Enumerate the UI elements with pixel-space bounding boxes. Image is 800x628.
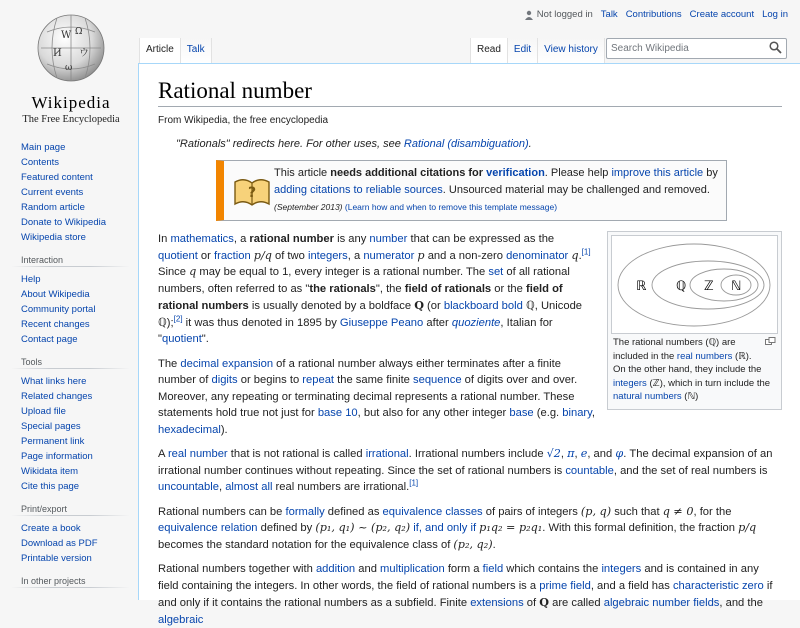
naturals-symbol: ℕ: [731, 279, 742, 294]
figure-caption: [611, 334, 778, 406]
real-numbers-link[interactable]: real numbers: [676, 350, 733, 362]
text: ,: [218, 481, 226, 493]
svg-text:ウ: ウ: [79, 48, 89, 59]
text: ,: [591, 407, 596, 419]
bold-term: the rationals: [309, 282, 376, 295]
math: p/q: [253, 248, 272, 262]
sidebar-item-wikidata-item[interactable]: Wikidata item: [21, 466, 79, 477]
sidebar-tools: [0, 357, 130, 494]
text: , and the set of real numbers is: [613, 464, 768, 477]
fraction-link[interactable]: fraction: [213, 249, 251, 262]
text: , and the: [719, 597, 763, 609]
text: the same finite: [334, 374, 414, 386]
text: form a: [444, 563, 483, 575]
e-link[interactable]: e: [580, 447, 588, 460]
talk-link[interactable]: Talk: [600, 9, 618, 20]
venn-diagram[interactable]: [611, 235, 778, 334]
notice-text: . Unsourced material may be challenged and removed.: [442, 184, 710, 196]
denominator-link[interactable]: denominator: [506, 249, 569, 262]
prime-field-link[interactable]: prime field: [539, 579, 591, 592]
quotient-link[interactable]: quotient: [161, 333, 202, 345]
text: or begins to: [237, 374, 303, 386]
reals-symbol: ℝ: [636, 279, 647, 294]
sidebar: [0, 140, 130, 598]
formally-link[interactable]: formally: [285, 505, 325, 518]
text: are called: [548, 597, 604, 609]
text: defined as: [324, 505, 383, 518]
enlarge-icon[interactable]: [765, 336, 776, 350]
text: is any: [333, 233, 370, 245]
sidebar-item-what-links-here[interactable]: What links here: [21, 376, 87, 387]
adding-citations-link[interactable]: adding citations to reliable sources: [274, 184, 443, 196]
sidebar-item-current-events[interactable]: Current events: [21, 187, 84, 198]
sidebar-item-about[interactable]: About Wikipedia: [21, 289, 90, 300]
sidebar-item-create-book[interactable]: Create a book: [21, 523, 81, 534]
logo-wordmark: Wikipedia: [31, 93, 111, 112]
bold-term: field of rationals: [404, 282, 492, 295]
personal-tools: [524, 9, 788, 20]
equivalence-relation-link[interactable]: equivalence relation: [158, 522, 258, 534]
text: In: [158, 233, 171, 245]
article-content: [138, 63, 800, 626]
integers-link[interactable]: integers: [307, 249, 348, 262]
sidebar-other-projects: [0, 576, 130, 588]
text: of all rational numbers, often referred to as ": [158, 266, 570, 295]
sidebar-interaction: [0, 255, 130, 347]
tab-article[interactable]: Article: [139, 38, 181, 63]
text: , but also for any other integer: [357, 407, 510, 419]
hatnote: [176, 138, 782, 150]
svg-text:ω: ω: [65, 63, 73, 73]
math: (p₁, q₁) ~ (p₂, q₂): [315, 521, 411, 534]
not-logged-in: [524, 9, 593, 20]
create-account-link[interactable]: Create account: [689, 9, 755, 20]
text: of digits over and over. Moreover, any repeating or terminating decimal represents a rational number. These statements hold true not just for: [158, 374, 578, 419]
set-link[interactable]: set: [488, 266, 504, 278]
caption-text: The rational numbers (ℚ) are included in the: [613, 337, 736, 362]
contributions-link[interactable]: Contributions: [625, 9, 682, 20]
text: ".: [201, 333, 209, 345]
svg-text:И: И: [53, 48, 62, 59]
citation-notice: [216, 160, 727, 221]
multiplication-link[interactable]: multiplication: [380, 563, 445, 575]
quotient-link[interactable]: quotient: [158, 249, 198, 262]
sidebar-item-main-page[interactable]: Main page: [21, 142, 66, 153]
integers-link[interactable]: integers: [601, 563, 642, 575]
user-icon: [524, 10, 534, 20]
text: ).: [220, 423, 228, 436]
tab-talk[interactable]: Talk: [180, 38, 212, 63]
text: , and: [587, 448, 616, 460]
text: is usually denoted by a boldface: [248, 300, 415, 312]
text: becomes the standard notation for the equivalence class of: [158, 538, 454, 551]
text: A: [158, 448, 168, 460]
disambiguation-link[interactable]: Rational (disambiguation): [403, 138, 529, 150]
sidebar-item-help[interactable]: Help: [21, 274, 41, 285]
notice-text: This article: [274, 167, 331, 179]
math: Q: [539, 595, 549, 609]
math: p: [417, 248, 425, 262]
caption-text: (ℝ). On the other hand, they include the: [613, 350, 762, 375]
view-tabs: [470, 38, 604, 63]
bold-term: field of rational numbers: [158, 282, 563, 312]
text: , Italian for ": [158, 316, 553, 345]
print-export-heading: Print/export: [11, 504, 130, 516]
integers-link[interactable]: integers: [613, 377, 647, 389]
sequence-link[interactable]: sequence: [413, 374, 462, 386]
natural-numbers-link[interactable]: natural numbers: [613, 391, 682, 402]
math: p₁q₂ = p₂q₁: [479, 521, 543, 534]
sidebar-item-contents[interactable]: Contents: [21, 157, 60, 168]
digits-link[interactable]: digits: [211, 374, 238, 386]
text: . The decimal expansion of an irrational number continues without repeating. Since the set of rational numbers is: [158, 448, 773, 477]
phi-link[interactable]: φ: [615, 447, 624, 460]
text: and a non-zero: [424, 249, 507, 262]
equivalence-classes-link[interactable]: equivalence classes: [382, 505, 483, 518]
bold-term: rational number: [249, 233, 334, 245]
text: that can be expressed as the: [407, 233, 555, 245]
math: q ≠ 0: [662, 504, 694, 518]
text: . With this formal definition, the fraction: [542, 522, 739, 534]
sidebar-item-cite-this-page[interactable]: Cite this page: [21, 481, 80, 492]
text: (e.g.: [533, 407, 563, 419]
sidebar-item-related-changes[interactable]: Related changes: [21, 391, 93, 402]
pi-link[interactable]: π: [567, 447, 575, 460]
log-in-link[interactable]: Log in: [762, 9, 788, 20]
site-subtitle: From Wikipedia, the free encyclopedia: [158, 115, 329, 126]
sidebar-item-recent-changes[interactable]: Recent changes: [21, 319, 90, 330]
namespace-tabs: [139, 38, 211, 63]
text: or: [197, 249, 214, 262]
text: and: [355, 563, 381, 575]
text: (or: [423, 300, 444, 312]
svg-text:Ω: Ω: [75, 27, 83, 37]
repeat-link[interactable]: repeat: [302, 374, 335, 386]
extensions-link[interactable]: extensions: [470, 597, 524, 609]
text: of a rational number always either terminates after a finite number of: [158, 357, 561, 386]
numerator-link[interactable]: numerator: [363, 249, 415, 262]
math: (p, q): [580, 504, 612, 518]
if-and-only-if-link[interactable]: if, and only if: [410, 522, 480, 534]
field-link[interactable]: field: [482, 563, 504, 575]
sidebar-item-page-information[interactable]: Page information: [21, 451, 93, 462]
integers-symbol: ℤ: [704, 279, 714, 294]
hatnote-text: "Rationals" redirects here. For other uses, see: [176, 138, 404, 150]
hexadecimal-link[interactable]: hexadecimal: [158, 423, 221, 436]
sidebar-item-donate[interactable]: Donate to Wikipedia: [21, 217, 107, 228]
real-number-link[interactable]: real number: [167, 448, 228, 460]
verification-label: verification: [486, 167, 545, 179]
text: ", the: [375, 282, 405, 295]
notice-text: . Please help: [544, 167, 612, 179]
text: defined by: [257, 522, 316, 534]
sidebar-navigation: [0, 140, 130, 245]
quoziente-link[interactable]: quoziente: [451, 316, 501, 329]
countable-link[interactable]: countable: [565, 464, 614, 477]
text: real numbers are irrational.: [272, 481, 410, 493]
text: , and a field has: [590, 579, 673, 592]
addition-link[interactable]: addition: [315, 563, 356, 575]
text: if and only if it contains the rational numbers as a subfield. Finite: [158, 579, 773, 609]
sidebar-item-featured-content[interactable]: Featured content: [21, 172, 93, 183]
number-link[interactable]: number: [369, 233, 408, 245]
math: p/q: [738, 521, 757, 534]
text: , for the: [693, 505, 732, 518]
sidebar-item-community-portal[interactable]: Community portal: [21, 304, 96, 315]
hatnote-end: .: [528, 138, 532, 150]
text: Since: [158, 266, 190, 278]
text: such that: [611, 505, 663, 518]
paragraph-irrational: [158, 446, 782, 496]
sidebar-item-random-article[interactable]: Random article: [21, 202, 85, 213]
text: of two: [271, 249, 308, 262]
irrational-link[interactable]: irrational: [365, 448, 409, 460]
text: ,: [560, 448, 568, 460]
characteristic-zero-link[interactable]: characteristic zero: [672, 579, 764, 592]
verification-link[interactable]: [486, 167, 545, 179]
almost-all-link[interactable]: almost all: [225, 481, 273, 493]
notice-date: (September 2013): [274, 202, 343, 212]
caption-text: (ℤ), which in turn include the: [646, 377, 771, 389]
sidebar-print-export: [0, 504, 130, 566]
sidebar-item-permanent-link[interactable]: Permanent link: [21, 436, 85, 447]
globe-puzzle-icon: [35, 12, 107, 84]
svg-text:W: W: [61, 30, 72, 41]
text: of pairs of integers: [482, 505, 581, 518]
tab-edit[interactable]: Edit: [507, 38, 538, 63]
reference-link[interactable]: [1]: [409, 478, 419, 488]
book-question-icon: [230, 165, 274, 216]
math: Q: [414, 298, 424, 312]
tab-view-history[interactable]: View history: [537, 38, 605, 63]
sidebar-item-contact-page[interactable]: Contact page: [21, 334, 78, 345]
notice-bold: needs additional citations for: [330, 167, 487, 179]
base-link[interactable]: base: [509, 407, 534, 419]
base-10-link[interactable]: base 10: [317, 407, 358, 419]
interaction-heading: Interaction: [11, 255, 130, 267]
blackboard-bold-link[interactable]: blackboard bold: [443, 300, 523, 312]
other-projects-heading: In other projects: [11, 576, 130, 588]
not-logged-in-label: Not logged in: [536, 9, 593, 20]
paragraph-field: [158, 561, 782, 628]
caption-text: (ℕ): [681, 391, 699, 402]
tools-heading: Tools: [11, 357, 130, 369]
learn-how-link[interactable]: (Learn how and when to remove this template message): [344, 202, 558, 212]
binary-link[interactable]: binary: [562, 407, 592, 419]
search-input[interactable]: [606, 38, 787, 59]
wikipedia-logo[interactable]: [12, 8, 130, 126]
text: after: [423, 316, 452, 329]
text: which contains the: [503, 563, 602, 575]
algebraic-link[interactable]: algebraic: [158, 613, 204, 626]
algebraic-number-fields-link[interactable]: algebraic number fields: [603, 597, 720, 609]
tab-read[interactable]: Read: [470, 38, 508, 63]
sidebar-item-printable-version[interactable]: Printable version: [21, 553, 92, 564]
page-title: Rational number: [158, 78, 782, 107]
sidebar-item-upload-file[interactable]: Upload file: [21, 406, 66, 417]
text: ,: [574, 448, 581, 460]
math: q: [189, 265, 197, 278]
search-icon[interactable]: [769, 41, 782, 54]
paragraph-formal: [158, 504, 782, 554]
search-placeholder: Search Wikipedia: [611, 43, 689, 54]
reference-link[interactable]: [2]: [173, 313, 183, 323]
text: that is not rational is called: [227, 448, 366, 460]
sidebar-item-special-pages[interactable]: Special pages: [21, 421, 81, 432]
rationals-symbol: ℚ: [676, 279, 687, 294]
text: it was thus denoted in 1895 by: [182, 316, 340, 329]
reference-link[interactable]: [1]: [581, 246, 591, 256]
venn-figure: [607, 231, 782, 410]
text: and is contained in any field containing the integers. In other words, the field of rational numbers is a: [158, 563, 759, 592]
text: of: [523, 597, 540, 609]
text: .: [492, 538, 496, 551]
text: . Irrational numbers include: [408, 448, 547, 460]
text: The: [158, 357, 181, 370]
text: may be equal to 1, every integer is a rational number. The: [196, 266, 489, 278]
text: , a: [347, 249, 364, 262]
text: .: [578, 249, 582, 262]
citation-notice-text: [274, 165, 720, 216]
text: or the: [491, 282, 526, 295]
mathematics-link[interactable]: mathematics: [170, 233, 234, 245]
logo-tagline: The Free Encyclopedia: [22, 114, 120, 125]
math: q: [571, 248, 579, 262]
notice-text: by: [703, 167, 718, 179]
decimal-expansion-link[interactable]: decimal expansion: [180, 357, 274, 370]
sqrt2-link[interactable]: √2: [546, 447, 561, 460]
text: Rational numbers together with: [158, 563, 316, 575]
uncountable-link[interactable]: uncountable: [158, 481, 219, 493]
text: Rational numbers can be: [158, 505, 286, 518]
svg-text:?: ?: [248, 184, 257, 201]
sidebar-item-store[interactable]: Wikipedia store: [21, 232, 86, 243]
text: , a: [233, 233, 250, 245]
text: ℚ, Unicode ℚ);: [158, 300, 583, 329]
math: (p₂, q₂): [453, 537, 493, 551]
sidebar-item-download-pdf[interactable]: Download as PDF: [21, 538, 98, 549]
giuseppe-peano-link[interactable]: Giuseppe Peano: [339, 316, 424, 329]
improve-article-link[interactable]: improve this article: [611, 167, 704, 179]
